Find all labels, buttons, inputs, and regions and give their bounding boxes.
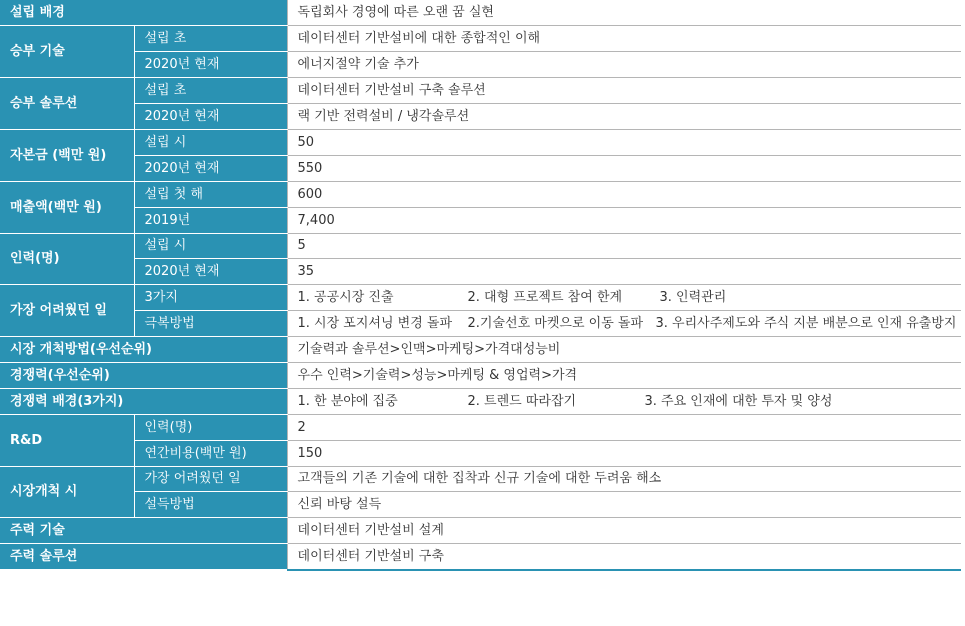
subheader-founding: 설립 초	[134, 78, 287, 104]
subheader-2020: 2020년 현재	[134, 259, 287, 285]
header-winning-technology: 승부 기술	[0, 26, 134, 78]
value-hardest-things	[287, 285, 961, 311]
row-rnd	[0, 414, 961, 440]
value-persuasion: 신뢰 바탕 설득	[287, 492, 961, 518]
subheader-at-founding: 설립 시	[134, 129, 287, 155]
subheader-first-year: 설립 첫 해	[134, 181, 287, 207]
row-market-entry-persuasion	[0, 492, 961, 518]
value-solution-founding: 데이터센터 기반설비 구축 솔루션	[287, 78, 961, 104]
row-market-development	[0, 337, 961, 363]
subheader-at-founding: 설립 시	[134, 233, 287, 259]
subheader-founding: 설립 초	[134, 26, 287, 52]
row-staff	[0, 233, 961, 259]
subheader-2020: 2020년 현재	[134, 104, 287, 130]
row-capital	[0, 129, 961, 155]
value-market-entry-hardest: 고객들의 기존 기술에 대한 집착과 신규 기술에 대한 두려움 해소	[287, 466, 961, 492]
header-founding-background: 설립 배경	[0, 0, 287, 26]
row-overcoming-methods	[0, 311, 961, 337]
subheader-three-things: 3가지	[134, 285, 287, 311]
header-winning-solution: 승부 솔루션	[0, 78, 134, 130]
list-item: 2.기술선호 마켓으로 이동 돌파	[467, 316, 644, 332]
list-item: 1. 한 분야에 집중	[297, 393, 398, 409]
value-revenue-2019: 7,400	[287, 207, 961, 233]
list-item: 3. 인력관리	[659, 290, 727, 306]
row-staff-2020	[0, 259, 961, 285]
list-item: 1. 시장 포지셔닝 변경 돌파	[297, 316, 453, 332]
value-competitiveness-background	[287, 388, 961, 414]
row-competitiveness-background	[0, 388, 961, 414]
subheader-rnd-staff: 인력(명)	[134, 414, 287, 440]
value-capital-2020: 550	[287, 155, 961, 181]
row-hardest-things	[0, 285, 961, 311]
row-winning-technology	[0, 26, 961, 52]
value-revenue-first-year: 600	[287, 181, 961, 207]
value-rnd-staff: 2	[287, 414, 961, 440]
header-hardest-things: 가장 어려웠던 일	[0, 285, 134, 337]
subheader-rnd-cost: 연간비용(백만 원)	[134, 440, 287, 466]
header-competitiveness: 경쟁력(우선순위)	[0, 362, 287, 388]
row-winning-technology-2020	[0, 52, 961, 78]
value-staff-founding: 5	[287, 233, 961, 259]
row-founding-background	[0, 0, 961, 26]
header-market-development: 시장 개척방법(우선순위)	[0, 337, 287, 363]
list-item: 3. 우리사주제도와 주식 지분 배분으로 인재 유출방지	[655, 316, 957, 332]
subheader-2020: 2020년 현재	[134, 155, 287, 181]
row-rnd-cost	[0, 440, 961, 466]
header-staff: 인력(명)	[0, 233, 134, 285]
subheader-2019: 2019년	[134, 207, 287, 233]
value-capital-founding: 50	[287, 129, 961, 155]
list-item: 2. 트렌드 따라잡기	[467, 393, 577, 409]
subheader-2020: 2020년 현재	[134, 52, 287, 78]
row-market-entry	[0, 466, 961, 492]
value-overcoming-methods	[287, 311, 961, 337]
row-main-technology	[0, 518, 961, 544]
value-competitiveness: 우수 인력>기술력>성능>마케팅 & 영업력>가격	[287, 362, 961, 388]
subheader-overcoming: 극복방법	[134, 311, 287, 337]
value-tech-founding: 데이터센터 기반설비에 대한 종합적인 이해	[287, 26, 961, 52]
list-item: 3. 주요 인재에 대한 투자 및 양성	[644, 393, 833, 409]
row-revenue	[0, 181, 961, 207]
header-revenue: 매출액(백만 원)	[0, 181, 134, 233]
row-revenue-2019	[0, 207, 961, 233]
value-main-technology: 데이터센터 기반설비 설계	[287, 518, 961, 544]
header-competitiveness-background: 경쟁력 배경(3가지)	[0, 388, 287, 414]
header-market-entry: 시장개척 시	[0, 466, 134, 518]
header-main-technology: 주력 기술	[0, 518, 287, 544]
value-tech-2020: 에너지절약 기술 추가	[287, 52, 961, 78]
value-founding-background: 독립회사 경영에 따른 오랜 꿈 실현	[287, 0, 961, 26]
list-item: 2. 대형 프로젝트 참여 한계	[467, 290, 623, 306]
row-winning-solution	[0, 78, 961, 104]
subheader-market-entry-hardest: 가장 어려웠던 일	[134, 466, 287, 492]
value-market-development: 기술력과 솔루션>인맥>마케팅>가격대성능비	[287, 337, 961, 363]
header-main-solution: 주력 솔루션	[0, 544, 287, 570]
header-rnd: R&D	[0, 414, 134, 466]
value-solution-2020: 랙 기반 전력설비 / 냉각솔루션	[287, 104, 961, 130]
value-main-solution: 데이터센터 기반설비 구축	[287, 544, 961, 570]
row-capital-2020	[0, 155, 961, 181]
row-main-solution	[0, 544, 961, 570]
subheader-persuasion: 설득방법	[134, 492, 287, 518]
list-item: 1. 공공시장 진출	[297, 290, 394, 306]
header-capital: 자본금 (백만 원)	[0, 129, 134, 181]
value-staff-2020: 35	[287, 259, 961, 285]
row-competitiveness	[0, 362, 961, 388]
row-winning-solution-2020	[0, 104, 961, 130]
value-rnd-cost: 150	[287, 440, 961, 466]
